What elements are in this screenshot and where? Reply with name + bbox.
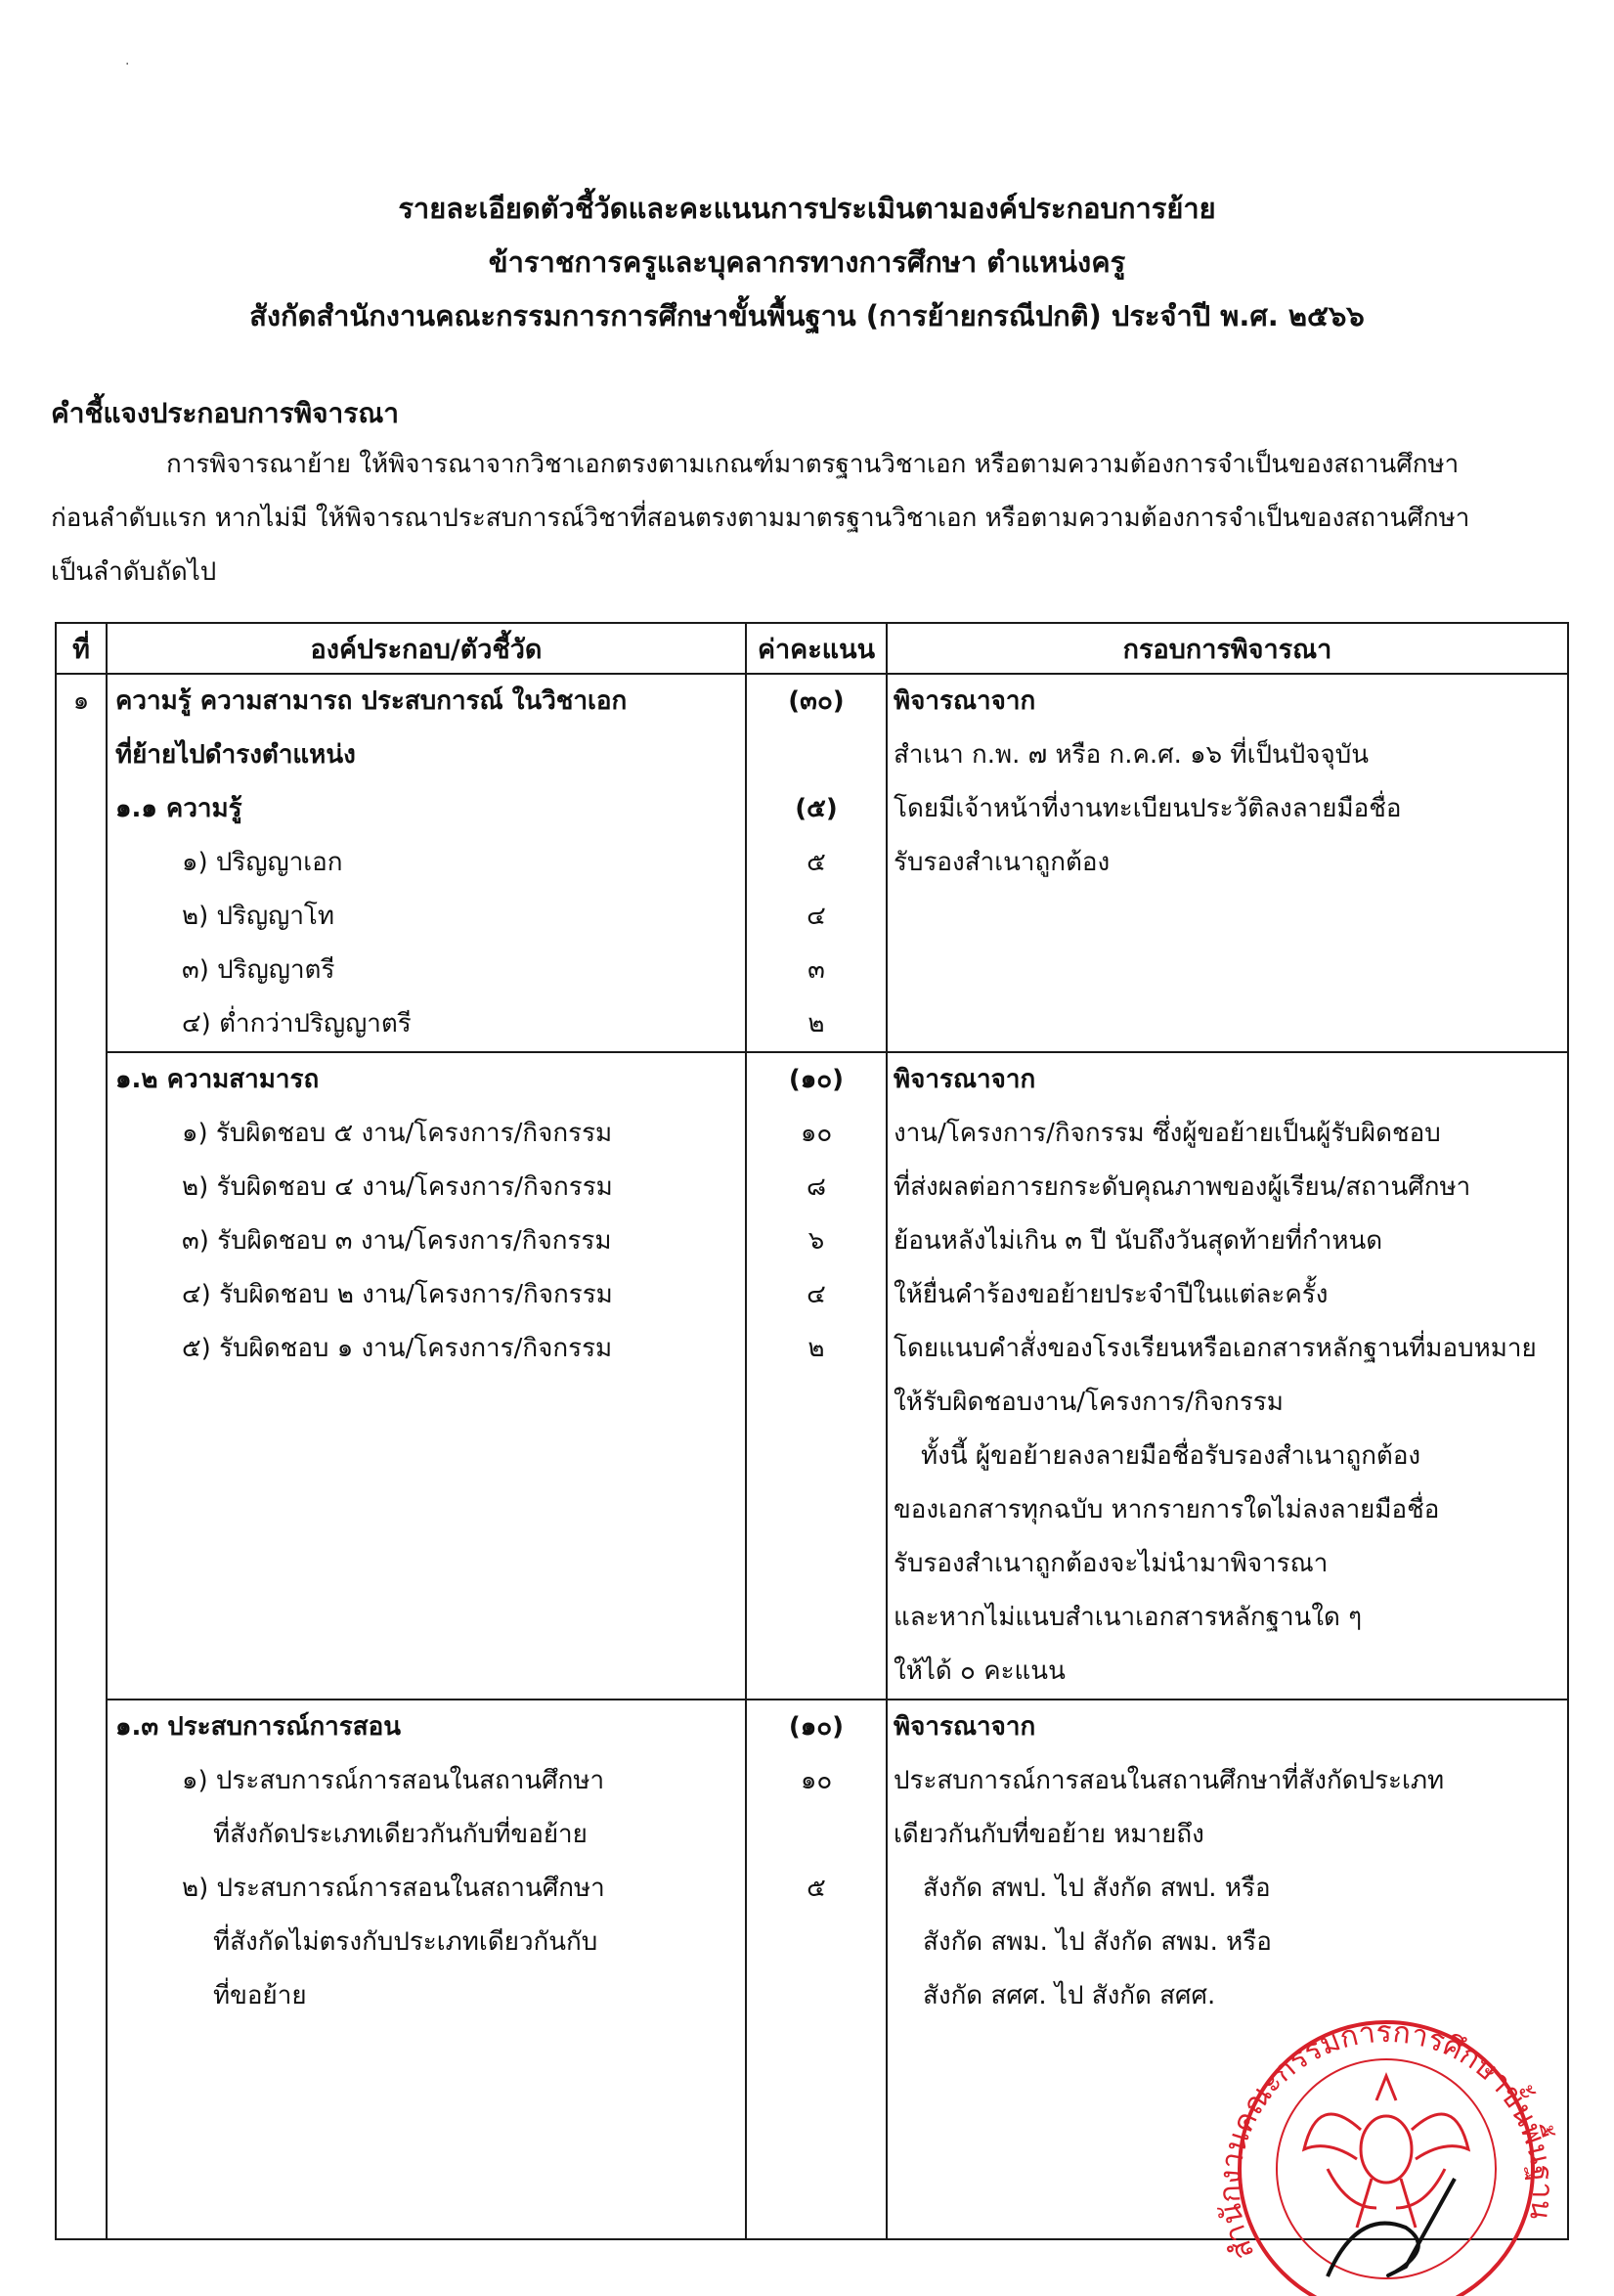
score-value: ๔ bbox=[807, 1280, 826, 1309]
score-value: (๕) bbox=[795, 794, 838, 823]
basis-line: พิจารณาจาก bbox=[894, 1712, 1036, 1742]
header-no: ที่ bbox=[56, 623, 107, 674]
basis-line: ให้ยื่นคำร้องขอย้ายประจำปีในแต่ละครั้ง bbox=[894, 1280, 1329, 1309]
table-header-row bbox=[56, 623, 1568, 674]
score-value: (๑๐) bbox=[788, 1065, 845, 1094]
seal-ring-text: สำนักงานคณะกรรมการการศึกษาขั้นพื้นฐาน bbox=[1212, 2014, 1560, 2265]
score-value bbox=[747, 729, 886, 782]
score-value: ๑๐ bbox=[800, 1766, 833, 1795]
garuda-emblem-icon bbox=[1210, 1983, 1562, 2296]
intro-paragraph-line-3: เป็นลำดับถัดไป bbox=[51, 557, 217, 587]
score-cell bbox=[746, 674, 887, 1052]
indicator-line: ๑.๑ ความรู้ bbox=[115, 794, 242, 823]
header-score: ค่าคะแนน bbox=[746, 623, 887, 674]
indicator-line: ๓) รับผิดชอบ ๓ งาน/โครงการ/กิจกรรม bbox=[182, 1226, 612, 1256]
indicator-line: ๒) รับผิดชอบ ๔ งาน/โครงการ/กิจกรรม bbox=[182, 1172, 613, 1202]
basis-line bbox=[894, 997, 1567, 1051]
basis-line: ให้ได้ ๐ คะแนน bbox=[894, 1656, 1066, 1686]
indicator-line: ที่สังกัดไม่ตรงกับประเภทเดียวกันกับ bbox=[213, 1927, 598, 1957]
scan-speck: · bbox=[125, 57, 130, 72]
indicator-line: ที่สังกัดประเภทเดียวกันกับที่ขอย้าย bbox=[213, 1820, 588, 1849]
basis-line: สังกัด สพป. ไป สังกัด สพป. หรือ bbox=[923, 1874, 1271, 1903]
basis-line bbox=[894, 890, 1567, 944]
score-value: (๓๐) bbox=[788, 686, 845, 716]
basis-line: ทั้งนี้ ผู้ขอย้ายลงลายมือชื่อรับรองสำเนาถูกต้อง bbox=[921, 1441, 1421, 1471]
indicator-line: ๑) ประสบการณ์การสอนในสถานศึกษา bbox=[182, 1766, 605, 1795]
table-row bbox=[56, 1052, 1568, 1700]
indicator-cell bbox=[107, 674, 746, 1052]
indicator-line: ๔) รับผิดชอบ ๒ งาน/โครงการ/กิจกรรม bbox=[182, 1280, 613, 1309]
indicator-line: ๑) รับผิดชอบ ๕ งาน/โครงการ/กิจกรรม bbox=[182, 1119, 613, 1148]
indicator-line bbox=[115, 1537, 745, 1591]
indicator-cell bbox=[107, 1052, 746, 1700]
basis-line bbox=[894, 944, 1567, 997]
basis-line: งาน/โครงการ/กิจกรรม ซึ่งผู้ขอย้ายเป็นผู้รับผิดชอบ bbox=[894, 1119, 1441, 1148]
title-line-2: ข้าราชการครูและบุคลากรทางการศึกษา ตำแหน่งครู bbox=[488, 245, 1126, 279]
basis-line: สำเนา ก.พ. ๗ หรือ ก.ค.ศ. ๑๖ ที่เป็นปัจจุบัน bbox=[894, 740, 1369, 770]
indicator-line bbox=[115, 1483, 745, 1537]
score-value: ๒ bbox=[807, 1334, 825, 1363]
intro-paragraph-line-1: การพิจารณาย้าย ให้พิจารณาจากวิชาเอกตรงตามเกณฑ์มาตรฐานวิชาเอก หรือตามความต้องการจำเป็นของสถานศึกษา bbox=[166, 450, 1460, 479]
document-title-block bbox=[0, 182, 1614, 343]
basis-line: ให้รับผิดชอบงาน/โครงการ/กิจกรรม bbox=[894, 1388, 1284, 1417]
header-indicator: องค์ประกอบ/ตัวชี้วัด bbox=[107, 623, 746, 674]
indicator-line: ๓) ปริญญาตรี bbox=[182, 955, 335, 985]
row-number-cell bbox=[56, 674, 107, 2239]
garuda-figure bbox=[1304, 2076, 1468, 2228]
score-cell bbox=[746, 1700, 887, 2239]
title-line-3: สังกัดสำนักงานคณะกรรมการการศึกษาขั้นพื้นฐาน (การย้ายกรณีปกติ) ประจำปี พ.ศ. ๒๕๖๖ bbox=[249, 299, 1365, 332]
basis-line: ที่ส่งผลต่อการยกระดับคุณภาพของผู้เรียน/สถานศึกษา bbox=[894, 1172, 1471, 1202]
indicator-line: ๕) รับผิดชอบ ๑ งาน/โครงการ/กิจกรรม bbox=[182, 1334, 613, 1363]
basis-line: เดียวกันกับที่ขอย้าย หมายถึง bbox=[894, 1820, 1204, 1849]
indicator-line: ๒) ประสบการณ์การสอนในสถานศึกษา bbox=[182, 1874, 605, 1903]
score-value: ๒ bbox=[807, 1009, 825, 1038]
intro-heading: คำชี้แจงประกอบการพิจารณา bbox=[51, 397, 400, 429]
intro-section bbox=[51, 389, 1537, 599]
indicator-line: ๔) ต่ำกว่าปริญญาตรี bbox=[182, 1009, 412, 1038]
indicator-line bbox=[115, 2185, 745, 2238]
indicator-cell bbox=[107, 1700, 746, 2239]
intro-paragraph-line-2: ก่อนลำดับแรก หากไม่มี ให้พิจารณาประสบการณ์วิชาที่สอนตรงตามมาตรฐานวิชาเอก หรือตามความต้องการจำเป็นของสถานศึกษา bbox=[51, 504, 1470, 533]
indicator-line: ๒) ปริญญาโท bbox=[182, 902, 335, 931]
basis-cell bbox=[887, 1052, 1568, 1700]
indicator-line: ๑.๒ ความสามารถ bbox=[115, 1065, 320, 1094]
indicator-line: ที่ขอย้าย bbox=[213, 1981, 307, 2010]
indicator-line bbox=[115, 2023, 745, 2077]
basis-line: สังกัด สพม. ไป สังกัด สพม. หรือ bbox=[923, 1927, 1272, 1957]
basis-line: โดยมีเจ้าหน้าที่งานทะเบียนประวัติลงลายมือชื่อ bbox=[894, 794, 1402, 823]
score-value: (๑๐) bbox=[788, 1712, 845, 1742]
indicator-line bbox=[115, 1376, 745, 1430]
basis-line: ย้อนหลังไม่เกิน ๓ ปี นับถึงวันสุดท้ายที่กำหนด bbox=[894, 1226, 1383, 1256]
basis-line: ของเอกสารทุกฉบับ หากรายการใดไม่ลงลายมือชื่อ bbox=[894, 1495, 1440, 1524]
indicator-line: ที่ย้ายไปดำรงตำแหน่ง bbox=[115, 740, 356, 770]
indicator-line bbox=[115, 1645, 745, 1699]
indicator-line: ๑.๓ ประสบการณ์การสอน bbox=[115, 1712, 402, 1742]
signature-stroke bbox=[1328, 2179, 1455, 2276]
score-value: ๔ bbox=[807, 902, 826, 931]
basis-line: โดยแนบคำสั่งของโรงเรียนหรือเอกสารหลักฐานที่มอบหมาย bbox=[894, 1334, 1537, 1363]
indicator-line: ความรู้ ความสามารถ ประสบการณ์ ในวิชาเอก bbox=[115, 686, 628, 716]
score-value: ๕ bbox=[807, 848, 826, 877]
indicator-line bbox=[115, 2131, 745, 2185]
score-value: ๓ bbox=[807, 955, 825, 985]
indicator-line: ๑) ปริญญาเอก bbox=[182, 848, 343, 877]
basis-line: สังกัด สศศ. ไป สังกัด สศศ. bbox=[923, 1981, 1216, 2010]
table-row bbox=[56, 674, 1568, 1052]
score-value: ๘ bbox=[806, 1172, 827, 1202]
title-line-1: รายละเอียดตัวชี้วัดและคะแนนการประเมินตามองค์ประกอบการย้าย bbox=[398, 192, 1216, 225]
score-cell bbox=[746, 1052, 887, 1700]
basis-line: พิจารณาจาก bbox=[894, 1065, 1036, 1094]
basis-line: รับรองสำเนาถูกต้องจะไม่นำมาพิจารณา bbox=[894, 1549, 1329, 1578]
basis-cell bbox=[887, 674, 1568, 1052]
indicator-line bbox=[115, 1430, 745, 1483]
score-value: ๕ bbox=[807, 1874, 826, 1903]
basis-line: รับรองสำเนาถูกต้อง bbox=[894, 848, 1111, 877]
header-basis: กรอบการพิจารณา bbox=[887, 623, 1568, 674]
score-value: ๑๐ bbox=[800, 1119, 833, 1148]
indicator-line bbox=[115, 2077, 745, 2131]
score-value: ๖ bbox=[807, 1226, 825, 1256]
indicator-line bbox=[115, 1591, 745, 1645]
row-number: ๑ bbox=[72, 686, 90, 716]
basis-line: และหากไม่แนบสำเนาเอกสารหลักฐานใด ๆ bbox=[894, 1603, 1363, 1632]
basis-line: ประสบการณ์การสอนในสถานศึกษาที่สังกัดประเภท bbox=[894, 1766, 1445, 1795]
basis-line: พิจารณาจาก bbox=[894, 686, 1036, 716]
score-value bbox=[747, 1808, 886, 1862]
seal-inner-ring bbox=[1277, 2059, 1496, 2278]
